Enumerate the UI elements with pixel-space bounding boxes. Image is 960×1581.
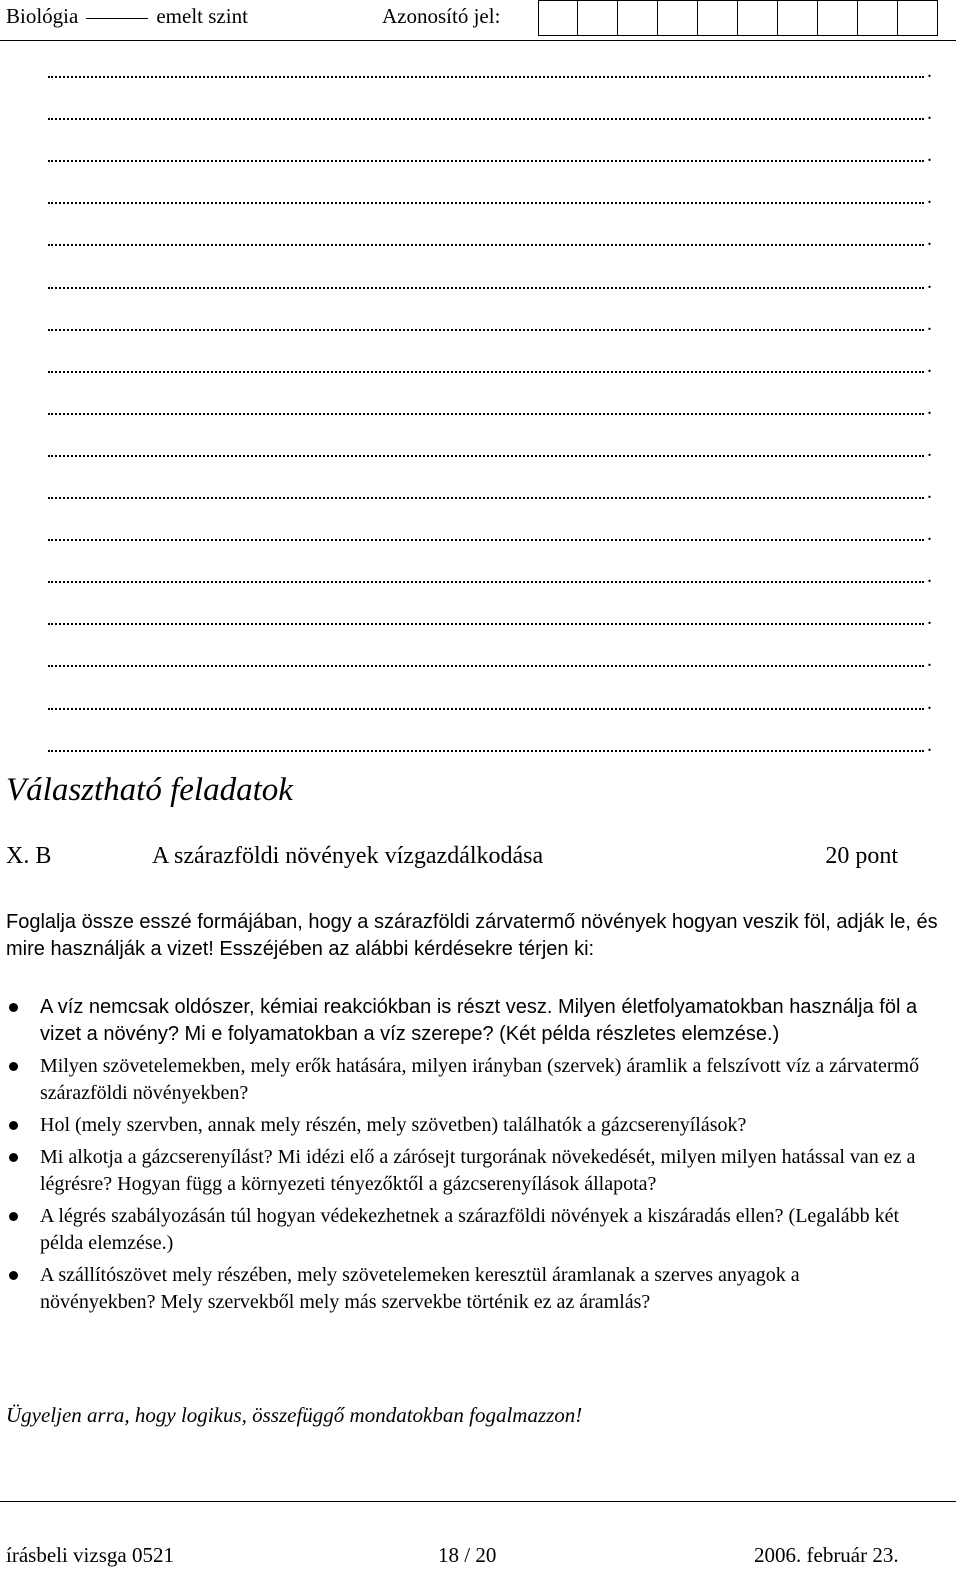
answer-line[interactable] (48, 437, 932, 459)
answer-line[interactable] (48, 732, 932, 754)
bullet-icon (9, 1271, 18, 1280)
id-code-box[interactable] (578, 0, 618, 36)
answer-line[interactable] (48, 521, 932, 543)
question-text: Milyen szövetelemekben, mely erők hatására, milyen irányban (szervek) áramlik a felszívott víz a zárvatermő szárazföldi növényekben? (40, 1055, 920, 1104)
id-code-box[interactable] (698, 0, 738, 36)
question-text: Hol (mely szervben, annak mely részén, mely szövetben) találhatók a gázcserenyílások? (40, 1114, 747, 1136)
question-item (0, 1203, 920, 1257)
answer-line[interactable] (48, 479, 932, 501)
bullet-icon (9, 1121, 18, 1130)
question-text: A szállítószövet mely részében, mely szövetelemeken keresztül áramlanak a szerves anyagok a növényekben? Mely szervekből mely más szervekbe történik ez az áramlás? (40, 1264, 800, 1313)
bullet-icon (9, 1212, 18, 1221)
id-code-boxes[interactable] (538, 0, 938, 36)
subject-name: Biológia (6, 4, 79, 28)
question-item (0, 1053, 920, 1107)
question-item (0, 1112, 920, 1139)
header-separator (86, 18, 148, 19)
footer-rule (0, 1501, 956, 1502)
question-text: A víz nemcsak oldószer, kémiai reakciókban is részt vesz. Milyen életfolyamatokban használja föl a vizet a növény? Mi e folyamatokban a víz szerepe? (Két példa részletes elemzése.) (40, 996, 918, 1045)
subject-header (6, 4, 248, 29)
answer-line[interactable] (48, 690, 932, 712)
answer-line[interactable] (48, 184, 932, 206)
exam-date: 2006. február 23. (754, 1543, 899, 1567)
answer-line[interactable] (48, 226, 932, 248)
answer-line[interactable] (48, 311, 932, 333)
answer-line[interactable] (48, 269, 932, 291)
question-list (0, 994, 960, 1321)
task-number: X. B (6, 843, 52, 869)
answer-line[interactable] (48, 100, 932, 122)
bullet-icon (9, 1153, 18, 1162)
task-intro: Foglalja össze esszé formájában, hogy a szárazföldi zárvatermő növények hogyan veszik föl, adják le, és mire használják a vizet! Esszéjében az alábbi kérdésekre térjen ki: (6, 911, 938, 960)
id-code-box[interactable] (738, 0, 778, 36)
answer-line[interactable] (48, 58, 932, 80)
id-code-box[interactable] (778, 0, 818, 36)
id-code-box[interactable] (858, 0, 898, 36)
question-text: A légrés szabályozásán túl hogyan védekezhetnek a szárazföldi növények a kiszáradás ellen? (Legalább két példa elemzése.) (40, 1205, 900, 1254)
closing-note: Ügyeljen arra, hogy logikus, összefüggő mondatokban fogalmazzon! (6, 1403, 583, 1427)
id-code-box[interactable] (818, 0, 858, 36)
answer-line[interactable] (48, 142, 932, 164)
task-title: A szárazföldi növények vízgazdálkodása (152, 843, 544, 869)
answer-line[interactable] (48, 605, 932, 627)
subject-level: emelt szint (156, 4, 248, 28)
bullet-icon (9, 1003, 18, 1012)
question-item (0, 1144, 920, 1198)
question-item (0, 1262, 920, 1316)
question-text: Mi alkotja a gázcserenyílást? Mi idézi elő a zárósejt turgorának növekedését, milyen milyen hatással van ez a légrésre? Hogyan függ a környezeti tényezőktől a gázcserenyílások állapota? (40, 1146, 916, 1195)
page-number: 18 / 20 (438, 1543, 497, 1567)
exam-code: írásbeli vizsga 0521 (6, 1543, 174, 1567)
id-code-box[interactable] (618, 0, 658, 36)
header-rule (0, 40, 956, 41)
answer-line[interactable] (48, 647, 932, 669)
bullet-icon (9, 1062, 18, 1071)
task-points: 20 pont (825, 843, 898, 869)
answer-line[interactable] (48, 563, 932, 585)
section-title: Választható feladatok (6, 772, 293, 808)
id-code-box[interactable] (898, 0, 938, 36)
id-code-box[interactable] (538, 0, 578, 36)
id-code-box[interactable] (658, 0, 698, 36)
answer-line[interactable] (48, 353, 932, 375)
answer-line[interactable] (48, 395, 932, 417)
id-label: Azonosító jel: (382, 4, 501, 28)
page-header (0, 0, 960, 40)
question-item (0, 994, 920, 1048)
